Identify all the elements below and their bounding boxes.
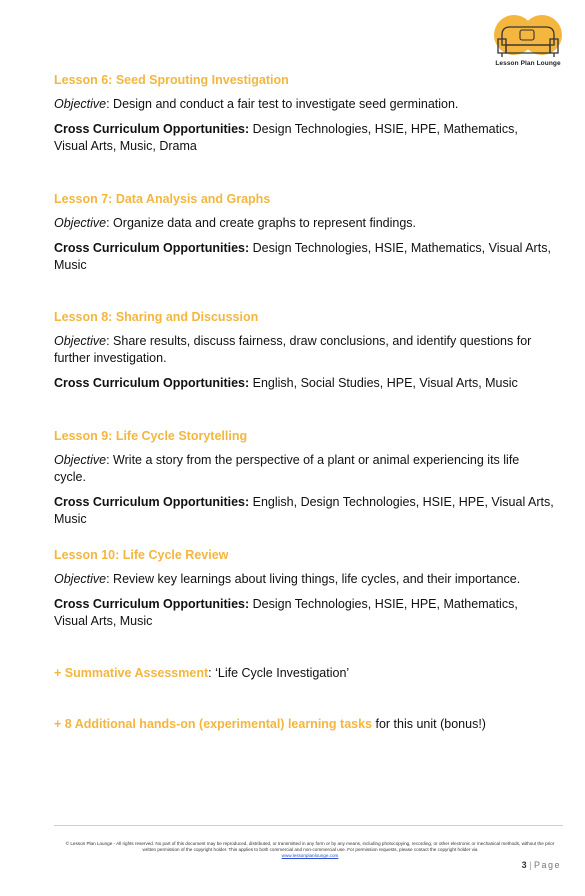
cross-curriculum-label: Cross Curriculum Opportunities: [54, 597, 250, 611]
lesson-title: Lesson 10: Life Cycle Review [54, 548, 229, 562]
cross-curriculum-label: Cross Curriculum Opportunities: [54, 495, 250, 509]
cross-curriculum-text: English, Design Technologies, HSIE, HPE, Visual Arts, Music [54, 495, 554, 526]
logo-text: Lesson Plan Lounge [495, 60, 561, 67]
cross-curriculum [54, 240, 554, 274]
lesson-objective [54, 452, 554, 486]
footer-divider [54, 825, 563, 826]
objective-text: : Design and conduct a fair test to investigate seed germination. [106, 97, 459, 111]
copyright-text: © Lesson Plan Lounge - All rights reserved. No part of this document may be reproduced, distributed, or transmitted in any form or by any means, including photocopying, recording, or other electronic or mechanical methods, without the prior written permission of the copyright holder. This applies to both commercial and non-commercial use. For permission requests, please contact the copyright holder via [65, 841, 555, 852]
objective-text: : Write a story from the perspective of a plant or animal experiencing its life cycle. [54, 453, 520, 484]
summative-text: : ‘Life Cycle Investigation’ [208, 666, 350, 680]
cross-curriculum-label: Cross Curriculum Opportunities: [54, 122, 250, 136]
additional-text: for this unit (bonus!) [372, 717, 486, 731]
lesson-title: Lesson 9: Life Cycle Storytelling [54, 429, 248, 443]
cross-curriculum-text: Design Technologies, HSIE, HPE, Mathematics, Visual Arts, Music [54, 597, 518, 628]
brand-logo [492, 13, 564, 71]
cross-curriculum [54, 494, 554, 528]
cross-curriculum-text: Design Technologies, HSIE, Mathematics, Visual Arts, Music [54, 241, 551, 272]
copyright-notice [60, 841, 560, 859]
website-link[interactable]: www.lessonplanlounge.com [281, 853, 339, 858]
additional-accent: + 8 Additional hands-on (experimental) learning tasks [54, 717, 373, 731]
lesson-objective [54, 333, 554, 367]
cross-curriculum-label: Cross Curriculum Opportunities: [54, 241, 250, 255]
objective-label: Objective [54, 453, 107, 467]
summative-assessment [54, 665, 554, 682]
cross-curriculum-text: English, Social Studies, HPE, Visual Arts, Music [249, 376, 518, 390]
lesson-8 [54, 310, 554, 392]
cross-curriculum [54, 596, 554, 630]
lesson-title: Lesson 7: Data Analysis and Graphs [54, 192, 271, 206]
lesson-objective [54, 571, 554, 588]
lesson-6 [54, 73, 554, 155]
objective-label: Objective [54, 572, 107, 586]
cross-curriculum-label: Cross Curriculum Opportunities: [54, 376, 250, 390]
sofa-logo-icon [492, 13, 564, 59]
cross-curriculum-text: Design Technologies, HSIE, HPE, Mathematics, Visual Arts, Music, Drama [54, 122, 518, 153]
lesson-objective [54, 215, 554, 232]
cross-curriculum [54, 121, 554, 155]
lesson-title: Lesson 6: Seed Sprouting Investigation [54, 73, 289, 87]
lesson-objective [54, 96, 554, 113]
objective-text: : Review key learnings about living things, life cycles, and their importance. [106, 572, 521, 586]
lesson-9 [54, 429, 554, 528]
lesson-7 [54, 192, 554, 274]
objective-text: : Share results, discuss fairness, draw conclusions, and identify questions for further investigation. [54, 334, 532, 365]
objective-label: Objective [54, 334, 107, 348]
summative-accent: + Summative Assessment [54, 666, 209, 680]
page-number-value: 3 [521, 860, 527, 870]
page-number [522, 860, 561, 870]
page-number-separator: | [526, 860, 534, 870]
objective-label: Objective [54, 216, 107, 230]
page-label: Page [533, 860, 561, 870]
objective-text: : Organize data and create graphs to represent findings. [106, 216, 417, 230]
additional-tasks [54, 716, 554, 733]
objective-label: Objective [54, 97, 107, 111]
lesson-10 [54, 548, 554, 630]
cross-curriculum [54, 375, 554, 392]
lesson-title: Lesson 8: Sharing and Discussion [54, 310, 259, 324]
